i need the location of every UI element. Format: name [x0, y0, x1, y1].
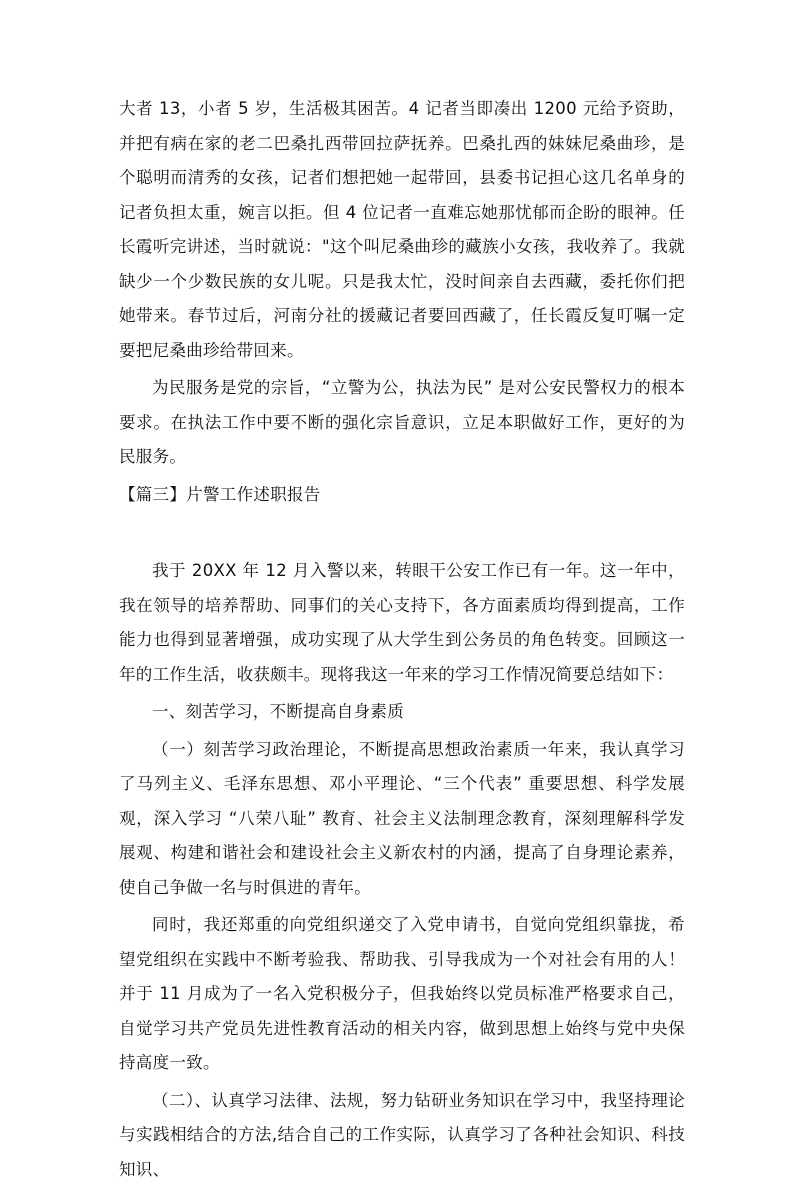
document-page: [119, 92, 685, 1187]
section-title: 【篇三】片警工作述职报告: [119, 478, 685, 513]
paragraph-party: 同时，我还郑重的向党组织递交了入党申请书，自觉向党组织靠拢，希望党组织在实践中不断考验我、帮助我、引导我成为一个对社会有用的人！并于 11 月成为了一名入党积极分子，但我始终以党员标准严格要求自己，自觉学习共产党员先进性教育活动的相关内容，做到思想上始终与党中央保持高度一致。: [119, 908, 685, 1081]
section-spacer: [119, 512, 685, 554]
paragraph-item-political: （一）刻苦学习政治理论，不断提高思想政治素质一年来，我认真学习了马列主义、毛泽东思想、邓小平理论、“三个代表” 重要思想、科学发展观，深入学习 “八荣八耻” 教育、社会主义法制理念教育，深刻理解科学发展观、构建和谐社会和建设社会主义新农村的内涵，提高了自身理论素养，使自己争做一名与时俱进的青年。: [119, 733, 685, 906]
heading-study: 一、刻苦学习，不断提高自身素质: [119, 695, 685, 730]
paragraph-item-law: （二）、认真学习法律、法规，努力钻研业务知识在学习中，我坚持理论与实践相结合的方法,结合自己的工作实际，认真学习了各种社会知识、科技知识、: [119, 1084, 685, 1187]
paragraph-service: 为民服务是党的宗旨，“立警为公，执法为民” 是对公安民警权力的根本要求。在执法工作中要不断的强化宗旨意识，立足本职做好工作，更好的为民服务。: [119, 371, 685, 475]
paragraph-story: 大者 13，小者 5 岁，生活极其困苦。4 记者当即凑出 1200 元给予资助，并把有病在家的老二巴桑扎西带回拉萨抚养。巴桑扎西的妹妹尼桑曲珍，是个聪明而清秀的女孩，记者们想把她一起带回，县委书记担心这几名单身的记者负担太重，婉言以拒。但 4 位记者一直难忘她那忧郁而企盼的眼神。任长霞听完讲述，当时就说："这个叫尼桑曲珍的藏族小女孩，我收养了。我就缺少一个少数民族的女儿呢。只是我太忙，没时间亲自去西藏，委托你们把她带来。春节过后，河南分社的援藏记者要回西藏了，任长霞反复叮嘱一定要把尼桑曲珍给带回来。: [119, 92, 685, 368]
paragraph-report-intro: 我于 20XX 年 12 月入警以来，转眼干公安工作已有一年。这一年中，我在领导的培养帮助、同事们的关心支持下，各方面素质均得到提高，工作能力也得到显著增强，成功实现了从大学生到公务员的角色转变。回顾这一年的工作生活，收获颇丰。现将我这一年来的学习工作情况简要总结如下：: [119, 554, 685, 692]
